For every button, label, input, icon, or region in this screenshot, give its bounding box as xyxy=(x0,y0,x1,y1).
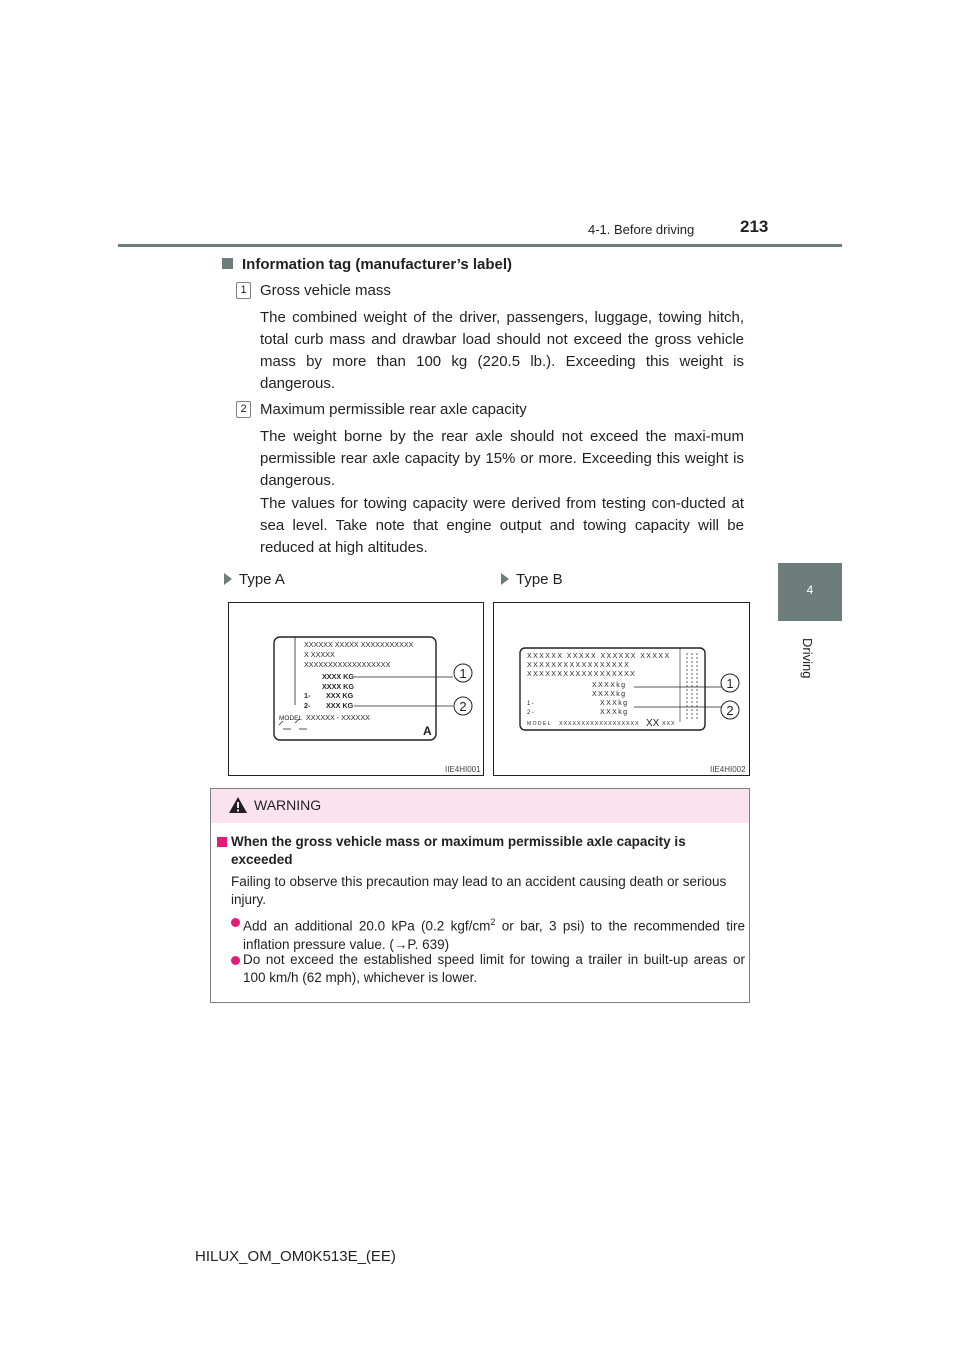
tag-b-line-10: XXX xyxy=(662,721,676,727)
triangle-bullet-icon xyxy=(501,573,509,585)
tag-b-line-6: XXXkg xyxy=(600,700,629,707)
tag-a-line-1: XXXXXX XXXXX XXXXXXXXXXX xyxy=(304,640,414,649)
tag-a-line-6: XXX KG xyxy=(326,691,354,700)
tag-b-row-2: 2- xyxy=(527,710,536,716)
type-a-label-text: Type A xyxy=(239,571,285,588)
warning-bullet-1 xyxy=(231,913,745,954)
tag-b-line-8: XXXXXXXXXXXXXXXXXX xyxy=(559,721,640,727)
figure-code-a: IIE4HI001 xyxy=(445,765,481,774)
tag-a-line-7: XXX KG xyxy=(326,701,354,710)
bullet-dot-icon xyxy=(231,918,240,927)
item-text-1: The combined weight of the driver, passengers, luggage, towing hitch, total curb mass and drawbar load should not exceed the gross vehicle mass by more than 100 kg (220.5 lb.). Exceeding this weight is dangerous. xyxy=(260,309,744,392)
warning-square-icon xyxy=(217,837,227,847)
tag-b-row-1: 1- xyxy=(527,701,536,707)
type-b-label xyxy=(501,571,563,588)
tag-b-line-9: XX xyxy=(646,718,660,729)
tag-a-line-4: XXXX KG xyxy=(322,672,354,681)
warning-header xyxy=(211,789,749,823)
chapter-tab[interactable] xyxy=(778,563,842,621)
warning-heading-text: When the gross vehicle mass or maximum permissible axle capacity is exceeded xyxy=(231,834,686,867)
figure-type-b xyxy=(493,602,750,776)
tag-b-line-7: XXXkg xyxy=(600,709,629,716)
heading-square-icon xyxy=(222,258,233,269)
warning-icon xyxy=(228,796,248,814)
chapter-title: Driving xyxy=(800,638,815,679)
item-text-2-note: The values for towing capacity were derived from testing con-ducted at sea level. Take note that engine output and towing capacity will be reduced at high altitudes. xyxy=(260,495,744,556)
label-illustration-type-a xyxy=(229,603,483,775)
warning-bullet-1-sup: 2 xyxy=(490,917,496,927)
warning-bullet-1-text-a: Add an additional 20.0 kPa (0.2 kgf/cm xyxy=(243,918,491,934)
tag-a-line-8: XXXXXX - XXXXXX xyxy=(306,713,370,722)
item-number-1: 1 xyxy=(236,282,251,299)
warning-bullet-2-text: Do not exceed the established speed limit for towing a trailer in built-up areas or 100 km/h (62 mph), whichever is lower. xyxy=(243,952,745,985)
type-a-label xyxy=(224,571,285,588)
warning-bullet-2 xyxy=(231,951,745,987)
item-number-2: 2 xyxy=(236,401,251,418)
tag-a-row-2: 2- xyxy=(304,701,311,710)
warning-bullet-1-text-b: or bar, 3 psi) to the recommended tire inflation pressure value. (→P. 639) xyxy=(243,918,745,952)
callout-1-number: 1 xyxy=(726,676,734,691)
triangle-bullet-icon xyxy=(224,573,232,585)
header-section-title: 4-1. Before driving xyxy=(588,222,695,237)
warning-text: Failing to observe this precaution may lead to an accident causing death or serious injury. xyxy=(231,874,727,907)
tag-a-model-label: MODEL xyxy=(279,715,303,722)
type-b-label-text: Type B xyxy=(516,571,563,588)
tag-a-line-5: XXXX KG xyxy=(322,682,354,691)
tag-a-corner-letter: A xyxy=(423,724,432,738)
callout-1-number: 1 xyxy=(459,666,467,681)
warning-title: WARNING xyxy=(254,797,322,813)
section-heading-text: Information tag (manufacturer’s label) xyxy=(242,256,513,273)
warning-body xyxy=(211,823,749,1002)
warning-box xyxy=(210,788,750,1003)
tag-b-line-5: XXXXkg xyxy=(592,691,627,698)
item-text-2: The weight borne by the rear axle should not exceed the maxi-mum permissible rear axle capacity by 15% or more. Exceeding this weight is dangerous. xyxy=(260,428,744,489)
figure-type-a xyxy=(228,602,484,776)
chapter-number: 4 xyxy=(806,583,814,597)
tag-b-line-1: XXXXXX XXXXX XXXXXX XXXXX xyxy=(527,653,671,660)
tag-a-line-2: X XXXXX xyxy=(304,650,335,659)
callout-2-number: 2 xyxy=(459,699,467,714)
chapter-label xyxy=(785,630,825,680)
bullet-dot-icon xyxy=(231,956,240,965)
section-heading xyxy=(222,256,512,273)
page-number: 213 xyxy=(740,217,769,236)
item-title-2: Maximum permissible rear axle capacity xyxy=(260,401,527,418)
tag-a-line-3: XXXXXXXXXXXXXXXXXX xyxy=(304,660,391,669)
item-title-1: Gross vehicle mass xyxy=(260,282,391,299)
warning-heading xyxy=(217,833,745,869)
label-illustration-type-b xyxy=(494,603,749,775)
figure-code-b: IIE4HI002 xyxy=(710,765,746,774)
document-id: HILUX_OM_OM0K513E_(EE) xyxy=(195,1248,396,1265)
tag-b-model-label: MODEL xyxy=(527,721,552,727)
tag-a-row-1: 1- xyxy=(304,691,311,700)
header-rule xyxy=(118,244,842,247)
tag-b-line-4: XXXXkg xyxy=(592,682,627,689)
callout-2-number: 2 xyxy=(726,703,734,718)
tag-b-line-3: XXXXXXXXXXXXXXXXXX xyxy=(527,671,637,678)
tag-b-line-2: XXXXXXXXXXXXXXXXX xyxy=(527,662,631,669)
